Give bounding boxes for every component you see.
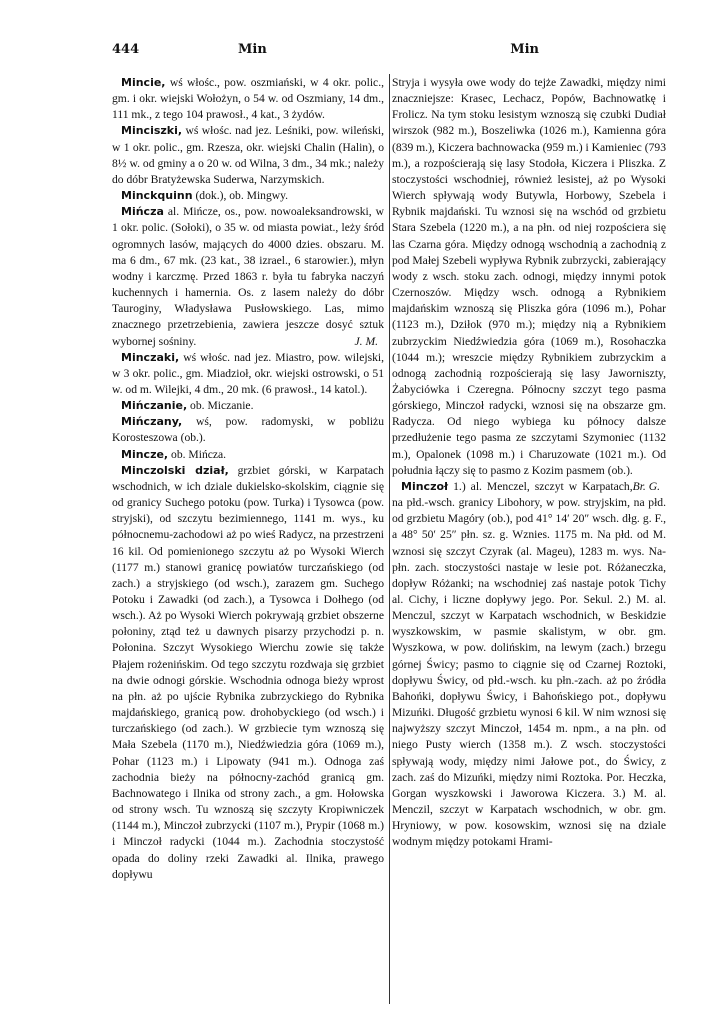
entry-text: wś włośc., pow. oszmiański, w 4 okr. polic., gm. i okr. wiejski Wołożyn, o 54 w. od Oszmiany, 14 dm., 111 mk., z tego 104 prawosł., 4 kat., 3 żydów. <box>112 76 384 122</box>
author-signature: Br. G. <box>632 479 660 493</box>
entry <box>112 414 384 446</box>
headword: Minciszki, <box>121 124 183 138</box>
entry <box>112 350 384 398</box>
headword: Minczoł <box>401 479 449 493</box>
entry <box>392 479 666 851</box>
headword: Mińczanie, <box>121 399 188 413</box>
entry-text: wś włośc. nad jez. Miastro, pow. wilejski, w 3 okr. polic., gm. Miadzioł, okr. wiejski ostrowski, o 51 w. od m. Wilejki, 4 dm., 20 mk. (6 prawosł., 14 katol.). <box>112 350 384 396</box>
entry-text: grzbiet górski, w Karpatach wschodnich, w ich dziale dukielsko-skolskim, ciągnie się od granicy Suchego potoku (pow. Turka) i Tysowca (pow. stryjski), od szczytu bezimiennego, 1141 m. wys., ku północnemu-zachodowi aż po wieś Radycz, na przestrzeni 16 kil. Od pomienionego szczytu aż po Wysoki Wierch (1177 m.) stanowi granicę powiatów turczańskiego (od zach.) a stryjskiego (od wsch.), zarazem gm. Suchego Potoku i Zawadki (od zach.), a Tysowca i Dołhego (od wsch.). Aż po Wysoki Wierch pokrywają grzbiet obszerne połoniny, ztąd też u dawnych pisarzy przychodzi p. n. Połonina. Szczyt Wysokiego Wierchu zowie się także Płajem rożenińskim. Od tego szczytu rozdwaja się grzbiet na dwie odnogi górskie. Wschodnia odnoga bieży wprost na płn. aż po ujście Rybnika zubrzyckiego do Rybnika majdańskiego, granicą pow. drohobyckiego (od wsch.) i turczańskiego (od zach.). W grzbiecie tym wznoszą się Mała Szebela (1170 m.), Niedźwiedzia góra (1069 m.), Pohar (1123 m.) i Lipowaty (941 m.). Odnoga zaś zachodnia bieży na północny-zachód granicą gm. Bachnowatego i Ilnika od strony zach., a gm. Hołowska od strony wsch. Tu wznoszą się szczyty Kropiwniczek (1144 m.), Minczoł zubrzycki (1107 m.), Prypir (1068 m.) i Minczoł radycki (1044 m.). Zachodnia stoczystość opada do doliny rzeki Zawadki al. Ilnika, prawego dopływu <box>112 463 384 881</box>
author-signature: J. M. <box>354 334 378 348</box>
headword: Minczolski dział, <box>121 463 229 477</box>
headword: Mincie, <box>121 76 166 89</box>
entry <box>112 188 384 204</box>
entry-continuation <box>392 75 666 493</box>
entry <box>112 463 384 883</box>
page-number: 444 <box>112 42 140 57</box>
entry <box>112 123 384 188</box>
column-divider <box>389 74 390 1004</box>
entry-text: 1.) al. Menczel, szczyt w Karpatach, na płd.-wsch. granicy Libohory, w pow. stryjskim, na płd. od grzbietu Magóry (ob.), pod 41° 14′ 20″ wsch. dłg. g. F., a 48° 50′ 25″ płn. sz. g. Wznies. 1175 m. Na płd. od M. wznosi się szczyt Czyrak (al. Mageu), 1283 m. wys. Na-płn. zach. stoczystości nastaje w lesie pot. Różaneczka, dopływ Różanki; na wschodniej zaś nastaje potok Tichy al. Cichy, i liczne dopływy jego. Por. Sekul. 2.) M. al. Menczul, szczyt w Karpatach wschodnich, w Beskidzie wyszkowskim, w pasmie skalistym, w obr. gm. Wyszkowa, w pow. dolińskim, na lewym (zach.) brzegu górnej Świcy; pasmo to ciągnie się od Czarnej Roztoki, dopływu Świcy, od płd.-wsch. ku płn.-zach. aż po źródła Bahońki, dopływu Świcy, i Bahońskiego pot., dopływu Mizuńki. Długość grzbietu wynosi 6 kil. W nim wznosi się najwyższy szczyt Minczoł, 1454 m. npm., a na płn. od niego Pusty wierch (1358 m.). Z wsch. stoczystości spływają wody, między nimi Jałowe pot., do Świcy, z zach. zaś do Mizuńki, między nimi Roztoka. Por. Heczka, Gorgan wyszkowski i Jaworowa Kiczera. 3.) M. al. Menczil, szczyt w Karpatach wschodnich, w obr. gm. Hryniowy, w pow. kosowskim, wznosi się na dziale wodnym między potokami Hrami- <box>392 479 666 849</box>
entry <box>112 204 384 349</box>
right-running-title: Min <box>510 42 539 57</box>
left-running-title: Min <box>238 42 267 57</box>
entry <box>112 398 384 414</box>
entry <box>112 447 384 463</box>
entry-text: ob. Mińcza. <box>171 447 227 461</box>
entry-text: (dok.), ob. Mingwy. <box>195 189 289 203</box>
entry <box>112 75 384 123</box>
headword: Minczaki, <box>121 350 180 364</box>
running-header <box>112 42 615 62</box>
entry-text: wś, pow. radomyski, w pobliżu Korosteszowa (ob.). <box>112 415 384 445</box>
headword: Mińczany, <box>121 415 183 429</box>
entry-text: al. Mińcze, os., pow. nowoaleksandrowski, w 1 okr. polic. (Sołoki), o 35 w. od miasta powiat., leży śród ogromnych lasów, mających do 4000 dzies. obszaru. M. ma 6 dm., 67 mk. (23 kat., 38 izrael., 6 starowier.), młyn wodny i karczmę. Przed 1863 r. była tu fabryka naczyń kuchennych i hamernia. Os. z lasem należy do dóbr Tauroginy, Władysława Pusłowskiego. Las, mimo znacznego przetrzebienia, zawiera jeszcze dosyć sztuk wybornej sośniny. <box>112 205 384 348</box>
right-column <box>392 75 666 1005</box>
headword: Mincze, <box>121 447 169 461</box>
left-column <box>112 75 384 1005</box>
entry-text: wś włośc. nad jez. Leśniki, pow. wileński, w 1 okr. polic., gm. Rzesza, okr. wiejski Chalin (Halin), o 8½ w. od gminy a o 20 w. od Wilna, 3 dm., 34 mk.; należy do dóbr Bratyżewska Suderwa, Narzymskich. <box>112 124 384 186</box>
entry-text: Stryja i wysyła owe wody do tejże Zawadki, między nimi znaczniejsze: Krasec, Lechacz, Popów, Bachnowatkę i Frolicz. Na tym stoku lesistym wznoszą się czubki Dudiał wirszok (982 m.), Boszeliwka (1026 m.), Kamienna góra (839 m.), Kiczera bachnowacka (959 m.) i Kamieniec (793 m.), a rozpościerają się lasy Stodoła, Kiczera i Pliszka. Z stoczystości wschodniej, również lesistej, aż po Wysoki Wierch spływają wody Butywla, Horbowy, Szebela i Rybnik majdański. Tu wznosi się na wschód od grzbietu Stara Szebela (1220 m.), a na płn. od niej rozpościera się las Czarna góra. Między odnogą wschodnią a zachodnią z pod Małej Szebeli wypływa Rybnik zubrzycki, zabierający wody z wsch. stoku zach. odnogi, między innymi potok Czernoszów. Między wsch. odnogą a Rybnikiem majdańskim wznoszą się Pliszka góra (1096 m.), Pohar (1123 m.), Dziłok (970 m.); między nią a Rybnikiem zubrzyckim Niedźwiedzia góra (1069 m.), Rosohaczka (1044 m.); wreszcie między Rybnikiem zubrzyckim a odnogą zachodnią rozpościerają się lasy Jaworniszty, Żabyciówka i Czeregna. Północny szczyt tego pasma górskiego, Minczoł radycki, wznosi się na obszarze gm. Radycza. Od niego wybiega ku północy dalsze przedłużenie tego pasma ze szczytami Szymoniec (1132 m.), Opalonek (1098 m.) i Charuzowate (1021 m.). Od południa łączy się to pasmo z Kozim pasmem (ob.). <box>392 76 666 477</box>
entry-text: ob. Miczanie. <box>190 399 254 413</box>
headword: Mińcza <box>121 205 164 219</box>
headword: Minckquinn <box>121 189 193 203</box>
